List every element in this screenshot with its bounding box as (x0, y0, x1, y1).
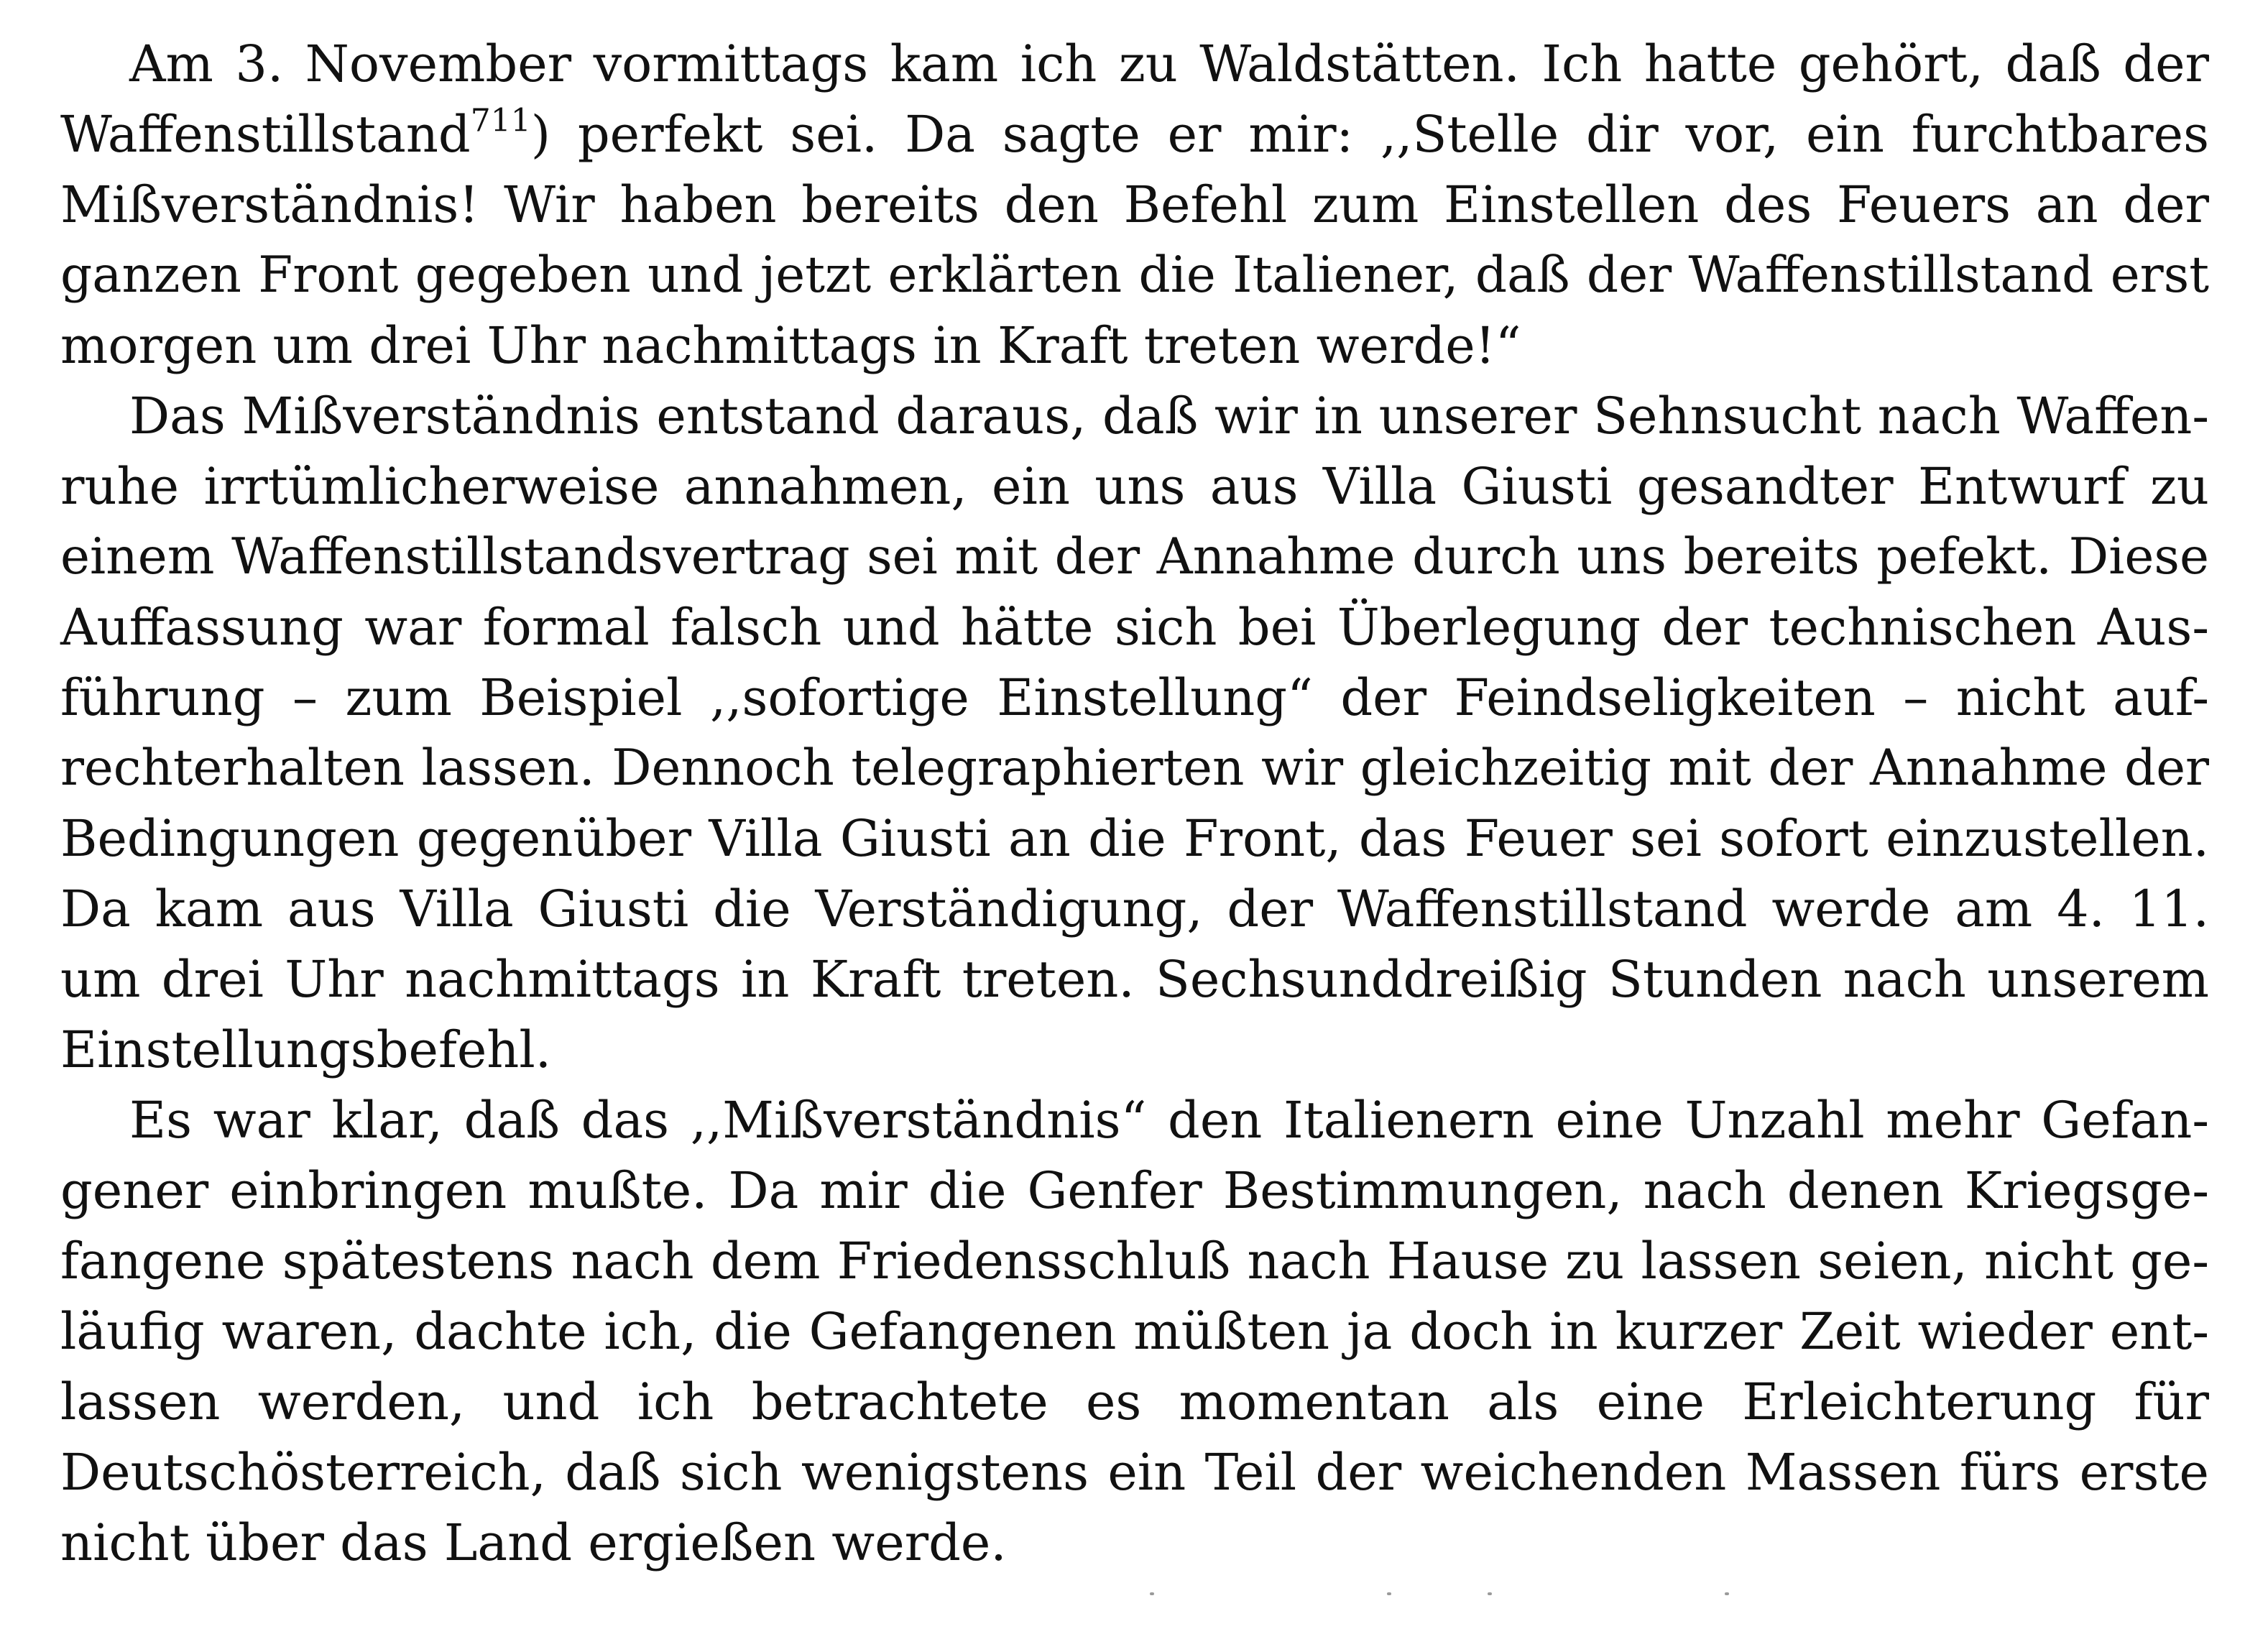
text-line: ganzen Front gegeben und jetzt erklärten die Italiener, daß der Waffenstillstand erst (60, 246, 2209, 304)
text-line: Auffassung war formal falsch und hätte sich bei Überlegung der technischen Aus- (60, 598, 2209, 657)
scan-specks (1150, 1592, 1797, 1598)
text-line: Am 3. November vormittags kam ich zu Waldstätten. Ich hatte gehört, daß der (129, 34, 2209, 93)
text-fragment: Waffenstillstand (60, 105, 471, 164)
text-line: läufig waren, dachte ich, die Gefangenen müßten ja doch in kurzer Zeit wieder ent- (60, 1302, 2209, 1361)
text-line: fangene spätestens nach dem Friedensschluß nach Hause zu lassen seien, nicht ge- (60, 1232, 2209, 1291)
scan-speck (1387, 1592, 1391, 1595)
text-line: morgen um drei Uhr nachmittags in Kraft treten werde!“ (60, 316, 1521, 375)
text-line: nicht über das Land ergießen werde. (60, 1513, 1007, 1572)
text-line: rechterhalten lassen. Dennoch telegraphierten wir gleichzeitig mit der Annahme der (60, 739, 2209, 797)
text-line: Bedingungen gegenüber Villa Giusti an die Front, das Feuer sei sofort einzustellen. (60, 809, 2209, 868)
text-line: Deutschösterreich, daß sich wenigstens ein Teil der weichenden Massen fürs erste (60, 1443, 2209, 1502)
text-line: lassen werden, und ich betrachtete es momentan als eine Erleichterung für (60, 1372, 2209, 1431)
paragraph-1 (60, 29, 2209, 381)
text-line: ruhe irrtümlicherweise annahmen, ein uns aus Villa Giusti gesandter Entwurf zu (60, 457, 2209, 516)
text-line: Mißverständnis! Wir haben bereits den Befehl zum Einstellen des Feuers an der (60, 175, 2209, 234)
scan-speck (1150, 1592, 1154, 1595)
text-line: Einstellungsbefehl. (60, 1020, 552, 1079)
scan-speck (1725, 1592, 1729, 1595)
text-line: gener einbringen mußte. Da mir die Genfer Bestimmungen, nach denen Kriegsge- (60, 1161, 2209, 1220)
text-line: um drei Uhr nachmittags in Kraft treten. Sechsunddreißig Stunden nach unserem (60, 950, 2209, 1009)
text-line: Da kam aus Villa Giusti die Verständigung, der Waffenstillstand werde am 4. 11. (60, 880, 2209, 938)
text-line: führung – zum Beispiel ,,sofortige Einstellung“ der Feindseligkeiten – nicht auf- (60, 668, 2209, 727)
text-line: Das Mißverständnis entstand daraus, daß wir in unserer Sehnsucht nach Waffen- (129, 387, 2209, 446)
text-fragment: ) perfekt sei. Da sagte er mir: ,,Stelle dir vor, ein furchtbares (530, 105, 2209, 164)
paragraph-3 (60, 1085, 2209, 1578)
body-text (60, 29, 2209, 1578)
paragraph-2 (60, 381, 2209, 1085)
text-line: einem Waffenstillstandsvertrag sei mit der Annahme durch uns bereits pefekt. Diese (60, 528, 2209, 586)
text-line: Es war klar, daß das ,,Mißverständnis“ den Italienern eine Unzahl mehr Gefan- (129, 1091, 2209, 1150)
scan-speck (1488, 1592, 1492, 1595)
footnote-marker: 711 (470, 102, 531, 139)
text-line-with-footnote (60, 99, 2209, 170)
